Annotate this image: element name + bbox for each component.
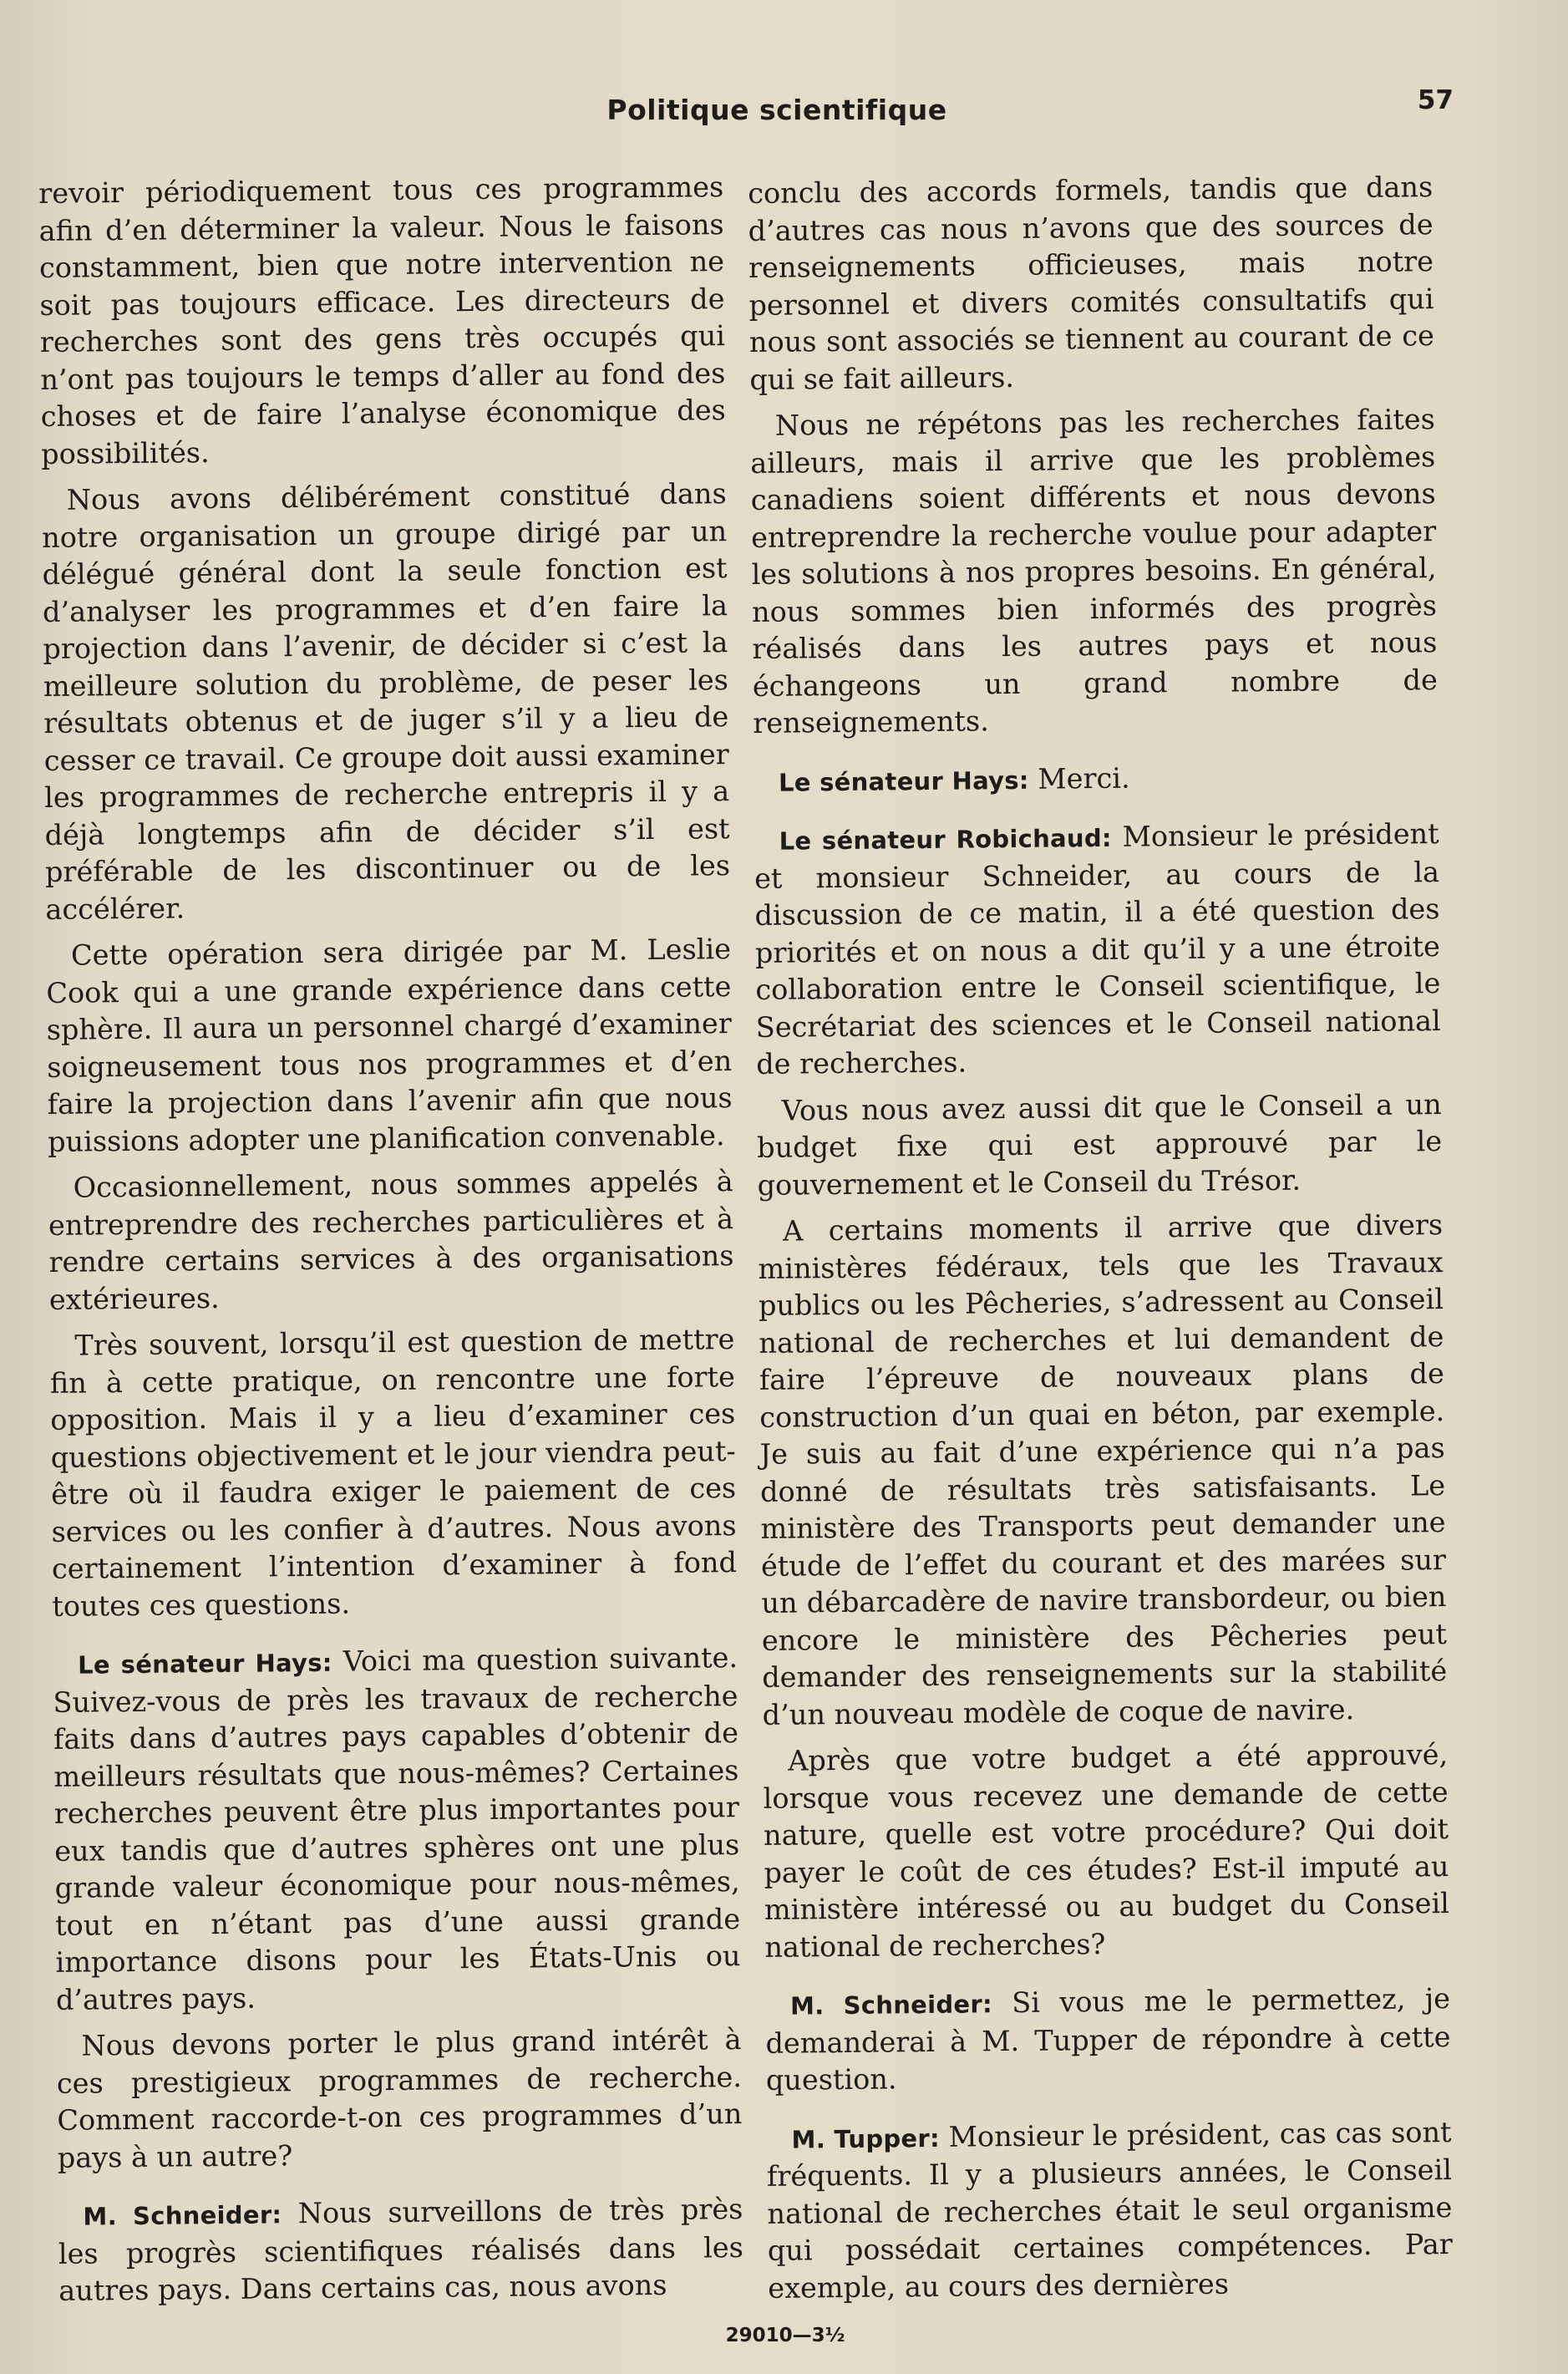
paragraph: Nous devons porter le plus grand intérêt à ces prestigieux programmes de recherche. Comment raccorde-t-on ces programmes d’un pays à un autre? bbox=[56, 2023, 743, 2174]
speaker-name: M. Tupper: bbox=[791, 2123, 941, 2154]
printer-signature: 29010—3½ bbox=[725, 2325, 845, 2346]
paragraph: A certains moments il arrive que divers ministères fédéraux, tels que les Travaux publics ou les Pêcheries, s’adressent au Conseil national de recherches et lui demandent de faire l’épreuve de nouveaux plans de construction d’un quai en béton, par exemple. Je suis au fait d’une expérience qui n’a pas donné de résultats très satisfaisants. Le ministère des Transports peut demander une étude de l’effet du courant et des marées sur un débarcadère de navire transbordeur, ou bien encore le ministère des Pêcheries peut demander des renseignements sur la stabilité d’un nouveau modèle de coque de navire. bbox=[758, 1208, 1448, 1731]
speech-text: Monsieur le président, cas cas sont fréquents. Il y a plusieurs années, le Conseil national de recherches était le seul organisme qui possédait certaines compétences. Par exemple, au cours des dernières bbox=[766, 2115, 1453, 2305]
paragraph: Nous avons délibérément constitué dans notre organisation un groupe dirigé par un délégué général dont la seule fonction est d’analyser les programmes et d’en faire la projection dans l’avenir, de décider si c’est la meilleure solution du problème, de peser les résultats obtenus et de juger s’il y a lieu de cesser ce travail. Ce groupe doit aussi examiner les programmes de recherche entrepris il y a déjà longtemps afin de décider s’il est préférable de les discontinuer ou de les accélérer. bbox=[41, 477, 731, 926]
paragraph: conclu des accords formels, tandis que dans d’autres cas nous n’avons que des sources de renseignements officieuses, mais notre personnel et divers comités consultatifs qui nous sont associés se tiennent au courant de ce qui se fait ailleurs. bbox=[748, 170, 1435, 396]
speech-text: Voici ma question suivante. Suivez-vous de près les travaux de recherche faits dans d’autres pays capables d’obtenir de meilleurs résultats que nous-mêmes? Certaines recherches peuvent être plus importantes pour eux tandis que d’autres sphères ont une plus grande valeur économique pour nous-mêmes, tout en n’étant pas d’une aussi grande importance disons pour les États-Unis ou d’autres pays. bbox=[53, 1641, 741, 2016]
speech-entry bbox=[58, 2191, 743, 2310]
speech-text: Merci. bbox=[1038, 761, 1130, 796]
paragraph: Très souvent, lorsqu’il est question de mettre fin à cette pratique, on rencontre une forte opposition. Mais il y a lieu d’examiner ces questions objectivement et le jour viendra peut-être où il faudra exiger le paiement de ces services ou les confier à d’autres. Nous avons certainement l’intention d’examiner à fond toutes ces questions. bbox=[49, 1323, 738, 1623]
paragraph: Nous ne répétons pas les recherches faites ailleurs, mais il arrive que les problèmes canadiens soient différents et nous devons entreprendre la recherche voulue pour adapter les solutions à nos propres besoins. En général, nous sommes bien informés des progrès réalisés dans les autres pays et nous échangeons un grand nombre de renseignements. bbox=[750, 403, 1439, 740]
paragraph: Occasionnellement, nous sommes appelés à entreprendre des recherches particulières et à rendre certains services à des organisations extérieures. bbox=[48, 1165, 734, 1316]
speaker-name: M. Schneider: bbox=[789, 1990, 993, 2021]
left-column bbox=[38, 169, 744, 2319]
paragraph: Cette opération sera dirigée par M. Leslie Cook qui a une grande expérience dans cette sphère. Il aura un personnel chargé d’examiner soigneusement tous nos programmes et d’en faire la projection dans l’avenir afin que nous puissions adopter une planification convenable. bbox=[46, 933, 733, 1158]
speech-entry bbox=[765, 1980, 1451, 2099]
speech-text: Monsieur le président et monsieur Schneider, au cours de la discussion de ce matin, il a été question des priorités et on nous a dit qu’il y a une étroite collaboration entre le Conseil scientifique, le Secrétariat des sciences et le Conseil national de recherches. bbox=[754, 817, 1441, 1080]
paragraph: revoir périodiquement tous ces programmes afin d’en déterminer la valeur. Nous le faisons constamment, bien que notre intervention ne soit pas toujours efficace. Les directeurs de recherches sont des gens très occupés qui n’ont pas toujours le temps d’aller au fond des choses et de faire l’analyse économique des possibilités. bbox=[38, 170, 726, 470]
page-number: 57 bbox=[1417, 85, 1454, 115]
speech-text: Si vous me le permettez, je demanderai à M. Tupper de répondre à cette question. bbox=[765, 1982, 1451, 2097]
speaker-name: M. Schneider: bbox=[83, 2200, 282, 2231]
speech-entry bbox=[766, 2114, 1453, 2307]
speech-text: Nous surveillons de très près les progrès scientifiques réalisés dans les autres pays. Dans certains cas, nous avons bbox=[58, 2193, 744, 2307]
speech-entry bbox=[53, 1639, 741, 2019]
running-header-title: Politique scientifique bbox=[606, 94, 947, 126]
paragraph: Vous nous avez aussi dit que le Conseil a un budget fixe qui est approuvé par le gouvernement et le Conseil du Trésor. bbox=[756, 1087, 1443, 1202]
paragraph: Après que votre budget a été approuvé, lorsque vous recevez une demande de cette nature, quelle est votre procédure? Qui doit payer le coût de ces études? Est-il imputé au ministère intéressé ou au budget du Conseil national de recherches? bbox=[763, 1738, 1450, 1964]
speech-entry bbox=[754, 816, 1441, 1083]
speech-entry bbox=[754, 757, 1439, 801]
speaker-name: Le sénateur Hays: bbox=[778, 765, 1029, 797]
speaker-name: Le sénateur Robichaud: bbox=[779, 823, 1113, 856]
right-column bbox=[748, 169, 1454, 2316]
speaker-name: Le sénateur Hays: bbox=[77, 1648, 332, 1680]
